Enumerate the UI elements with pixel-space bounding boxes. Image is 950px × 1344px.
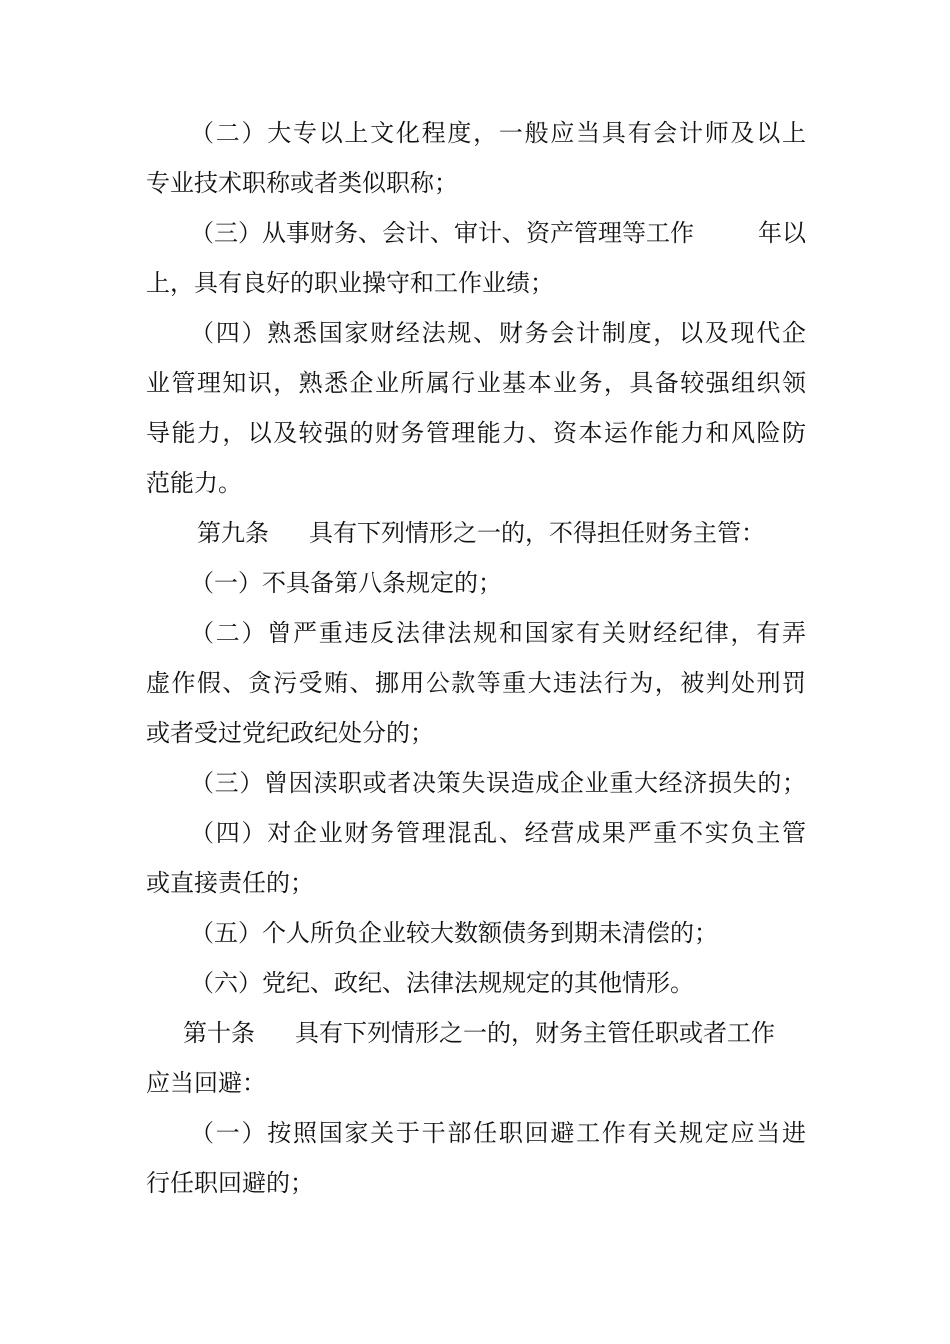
text-line: 上，具有良好的职业操守和工作业绩； — [146, 269, 554, 297]
article-heading-line — [197, 518, 806, 548]
text-line: （六）党纪、政纪、法律法规规定的其他情形。 — [190, 969, 694, 997]
article-heading-line — [183, 1018, 806, 1048]
text-line: 行任职回避的； — [146, 1169, 314, 1197]
text-line: 范能力。 — [146, 469, 242, 497]
text-line: （五）个人所负企业较大数额债务到期未清偿的； — [190, 919, 718, 947]
text-segment: 年以 — [758, 219, 806, 247]
text-line: 虚作假、贪污受贿、挪用公款等重大违法行为，被判处刑罚 — [146, 669, 806, 697]
text-line: （一）不具备第八条规定的； — [190, 569, 502, 597]
article-number: 第九条 — [197, 519, 269, 547]
text-line: （二）曾严重违反法律法规和国家有关财经纪律，有弄 — [190, 619, 806, 647]
text-line: （三）曾因渎职或者决策失误造成企业重大经济损失的； — [190, 769, 806, 797]
text-line: 或者受过党纪政纪处分的； — [146, 719, 434, 747]
text-line: （一）按照国家关于干部任职回避工作有关规定应当进 — [190, 1119, 806, 1147]
article-number: 第十条 — [183, 1019, 255, 1047]
text-line: 业管理知识，熟悉企业所属行业基本业务，具备较强组织领 — [146, 369, 806, 397]
text-segment: 具有下列情形之一的，财务主管任职或者工作 — [295, 1019, 775, 1047]
text-line: （四）熟悉国家财经法规、财务会计制度，以及现代企 — [190, 319, 806, 347]
text-line: （二）大专以上文化程度，一般应当具有会计师及以上 — [190, 119, 806, 147]
text-segment: （三）从事财务、会计、审计、资产管理等工作 — [190, 219, 694, 247]
text-line — [190, 218, 806, 248]
text-line: 专业技术职称或者类似职称； — [146, 169, 458, 197]
text-line: 或直接责任的； — [146, 869, 314, 897]
text-line: 导能力，以及较强的财务管理能力、资本运作能力和风险防 — [146, 419, 806, 447]
text-segment: 具有下列情形之一的，不得担任财务主管： — [309, 519, 765, 547]
text-line: （四）对企业财务管理混乱、经营成果严重不实负主管 — [190, 819, 806, 847]
text-line: 应当回避： — [146, 1069, 266, 1097]
